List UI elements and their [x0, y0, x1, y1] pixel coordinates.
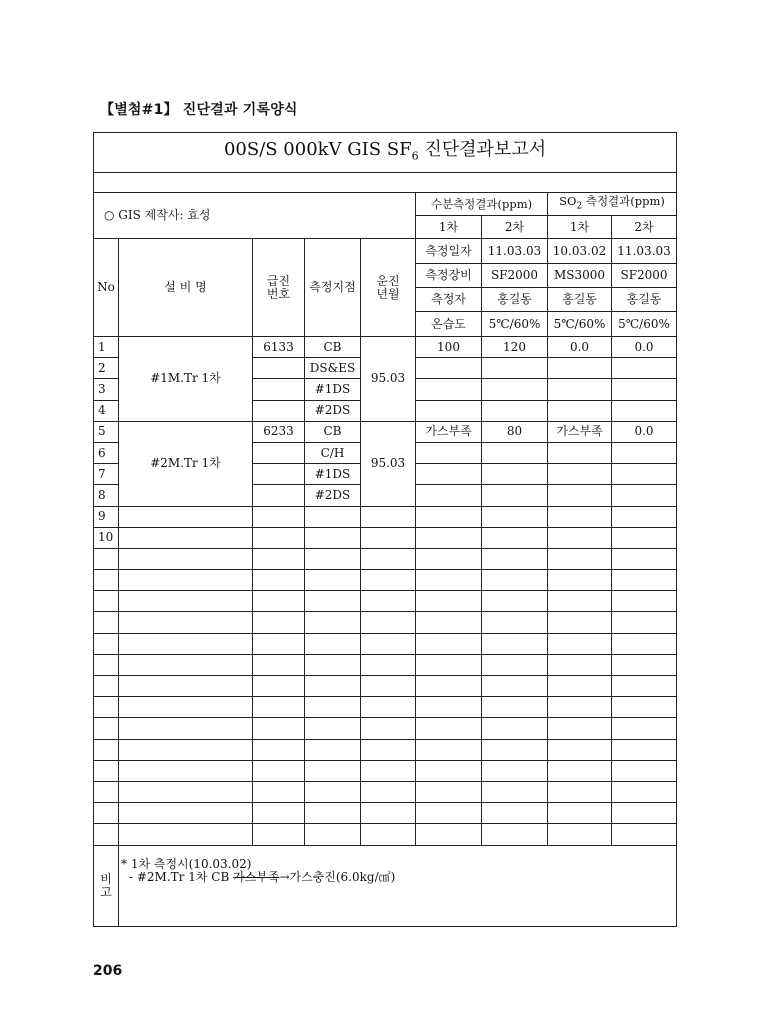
empty-cell: [612, 591, 677, 612]
empty-cell: [416, 718, 482, 739]
empty-cell: [253, 527, 305, 548]
table-row: [94, 570, 677, 591]
empty-cell: [416, 570, 482, 591]
empty-cell: [253, 824, 305, 845]
empty-cell: [548, 527, 612, 548]
row-no: [94, 548, 119, 569]
empty-cell: [416, 591, 482, 612]
row-no: [94, 633, 119, 654]
meta-label: 측정일자: [416, 239, 482, 264]
diagnosis-report-table: [93, 132, 677, 927]
table-row: [94, 548, 677, 569]
empty-cell: [482, 570, 548, 591]
empty-cell: [253, 612, 305, 633]
empty-cell: [253, 570, 305, 591]
empty-cell: [548, 548, 612, 569]
measure-point: #1DS: [305, 379, 361, 400]
empty-cell: [253, 697, 305, 718]
round-moisture-2: 2차: [482, 216, 548, 239]
empty-cell: [361, 803, 416, 824]
empty-cell: [416, 824, 482, 845]
row-no: [94, 591, 119, 612]
result-m1: 가스부족: [416, 421, 482, 442]
equipment-name: #2M.Tr 1차: [119, 421, 253, 506]
round-so2-2: 2차: [612, 216, 677, 239]
empty-cell: [482, 633, 548, 654]
empty-cell: [548, 760, 612, 781]
empty-cell: [305, 633, 361, 654]
empty-cell: [305, 570, 361, 591]
operation-date: 95.03: [361, 337, 416, 422]
row-no: 4: [94, 400, 119, 421]
empty-cell: [612, 633, 677, 654]
empty-cell: [119, 824, 253, 845]
meta-value: 홍길동: [482, 288, 548, 312]
row-no: 2: [94, 358, 119, 379]
table-row: [94, 633, 677, 654]
empty-cell: [416, 676, 482, 697]
empty-cell: [548, 612, 612, 633]
empty-cell: [416, 781, 482, 802]
table-row: [94, 421, 677, 442]
page-number: 206: [93, 963, 123, 979]
row-no: [94, 654, 119, 675]
col-header-no: No: [94, 239, 119, 337]
empty-cell: [305, 527, 361, 548]
empty-cell: [361, 781, 416, 802]
remarks-label: 비 고: [94, 845, 119, 926]
empty-cell: [612, 760, 677, 781]
empty-cell: [119, 570, 253, 591]
result-m2: 120: [482, 337, 548, 358]
result-m2: [482, 442, 548, 463]
empty-cell: [548, 824, 612, 845]
empty-cell: [119, 527, 253, 548]
empty-cell: [361, 527, 416, 548]
empty-cell: [416, 697, 482, 718]
empty-cell: [119, 506, 253, 527]
empty-cell: [119, 612, 253, 633]
empty-cell: [305, 824, 361, 845]
grade-number: [253, 442, 305, 463]
meta-value: 5℃/60%: [612, 312, 677, 337]
col-header-op-date: 운진 년월: [361, 239, 416, 337]
empty-cell: [305, 739, 361, 760]
round-moisture-1: 1차: [416, 216, 482, 239]
empty-cell: [482, 718, 548, 739]
result-m1: 100: [416, 337, 482, 358]
table-row: [94, 591, 677, 612]
operation-date: 95.03: [361, 421, 416, 506]
empty-cell: [361, 718, 416, 739]
empty-cell: [119, 803, 253, 824]
result-s1: 0.0: [548, 337, 612, 358]
grade-number: 6233: [253, 421, 305, 442]
table-row: [94, 718, 677, 739]
empty-cell: [482, 654, 548, 675]
grade-number: [253, 400, 305, 421]
empty-cell: [482, 803, 548, 824]
empty-cell: [253, 548, 305, 569]
table-row: [94, 760, 677, 781]
table-row: [94, 697, 677, 718]
report-title: 00S/S 000kV GIS $SF_6$ 진단결과보고서: [94, 133, 677, 173]
row-no: 6: [94, 442, 119, 463]
empty-cell: [305, 506, 361, 527]
table-row: [94, 654, 677, 675]
result-s2: [612, 358, 677, 379]
empty-cell: [305, 697, 361, 718]
empty-cell: [305, 676, 361, 697]
empty-cell: [482, 781, 548, 802]
empty-cell: [305, 591, 361, 612]
row-no: [94, 570, 119, 591]
empty-cell: [305, 760, 361, 781]
result-s1: [548, 464, 612, 485]
meta-value: 11.03.03: [482, 239, 548, 264]
grade-number: [253, 485, 305, 506]
measure-point: #2DS: [305, 485, 361, 506]
meta-value: 5℃/60%: [482, 312, 548, 337]
row-no: [94, 760, 119, 781]
empty-cell: [612, 654, 677, 675]
measure-point: #2DS: [305, 400, 361, 421]
empty-cell: [361, 612, 416, 633]
empty-cell: [305, 548, 361, 569]
empty-cell: [612, 548, 677, 569]
empty-cell: [548, 506, 612, 527]
result-s2: [612, 464, 677, 485]
equipment-name: #1M.Tr 1차: [119, 337, 253, 422]
meta-label: 측정자: [416, 288, 482, 312]
so2-header: $SO_2$ 측정결과(ppm): [548, 193, 677, 216]
result-s1: [548, 358, 612, 379]
row-no: [94, 824, 119, 845]
empty-cell: [612, 739, 677, 760]
empty-cell: [612, 824, 677, 845]
remarks-text: [119, 845, 677, 926]
empty-cell: [416, 527, 482, 548]
empty-cell: [416, 760, 482, 781]
empty-cell: [119, 781, 253, 802]
row-no: 9: [94, 506, 119, 527]
remark-line-1: * 1차 측정시(10.03.02): [121, 856, 252, 871]
empty-cell: [416, 612, 482, 633]
row-no: 7: [94, 464, 119, 485]
empty-cell: [119, 548, 253, 569]
result-s2: [612, 400, 677, 421]
result-m1: [416, 442, 482, 463]
meta-label: 측정장비: [416, 264, 482, 288]
table-row: [94, 803, 677, 824]
empty-cell: [253, 760, 305, 781]
result-s1: [548, 442, 612, 463]
empty-cell: [416, 803, 482, 824]
empty-cell: [482, 591, 548, 612]
row-no: [94, 612, 119, 633]
empty-cell: [482, 527, 548, 548]
meta-value: 11.03.03: [612, 239, 677, 264]
empty-cell: [548, 781, 612, 802]
empty-cell: [612, 527, 677, 548]
round-so2-1: 1차: [548, 216, 612, 239]
measure-point: C/H: [305, 442, 361, 463]
col-header-point: 측정지점: [305, 239, 361, 337]
result-s1: [548, 485, 612, 506]
measure-point: CB: [305, 337, 361, 358]
result-s2: 0.0: [612, 421, 677, 442]
empty-cell: [253, 633, 305, 654]
empty-cell: [416, 739, 482, 760]
row-no: 1: [94, 337, 119, 358]
result-s1: [548, 379, 612, 400]
empty-cell: [119, 739, 253, 760]
empty-cell: [361, 676, 416, 697]
row-no: [94, 676, 119, 697]
empty-cell: [482, 506, 548, 527]
empty-cell: [612, 803, 677, 824]
empty-cell: [416, 548, 482, 569]
remarks-row: [94, 845, 677, 926]
table-row: [94, 824, 677, 845]
empty-cell: [361, 633, 416, 654]
table-row: [94, 612, 677, 633]
empty-cell: [548, 739, 612, 760]
meta-value: 10.03.02: [548, 239, 612, 264]
empty-cell: [482, 676, 548, 697]
empty-cell: [482, 612, 548, 633]
row-no: [94, 739, 119, 760]
empty-cell: [305, 654, 361, 675]
result-s2: [612, 442, 677, 463]
meta-value: 홍길동: [548, 288, 612, 312]
result-m1: [416, 464, 482, 485]
table-row: [94, 337, 677, 358]
result-s1: 가스부족: [548, 421, 612, 442]
empty-cell: [416, 654, 482, 675]
result-s2: [612, 379, 677, 400]
result-m1: [416, 358, 482, 379]
empty-cell: [361, 824, 416, 845]
measure-point: #1DS: [305, 464, 361, 485]
col-header-equipment: 설 비 명: [119, 239, 253, 337]
result-m2: 80: [482, 421, 548, 442]
moisture-header: 수분측정결과(ppm): [416, 193, 548, 216]
table-row: [94, 527, 677, 548]
empty-cell: [548, 697, 612, 718]
remark-line-2: - #2M.Tr 1차 CB 가스부족→가스충진(6.0kg/㎠): [129, 869, 396, 884]
empty-cell: [612, 697, 677, 718]
empty-cell: [548, 676, 612, 697]
row-no: 5: [94, 421, 119, 442]
empty-cell: [482, 739, 548, 760]
empty-cell: [548, 633, 612, 654]
empty-cell: [119, 697, 253, 718]
table-row: [94, 739, 677, 760]
row-no: [94, 718, 119, 739]
empty-cell: [361, 591, 416, 612]
empty-cell: [612, 676, 677, 697]
empty-cell: [253, 739, 305, 760]
result-s1: [548, 400, 612, 421]
empty-cell: [253, 718, 305, 739]
empty-cell: [253, 676, 305, 697]
empty-cell: [548, 803, 612, 824]
grade-number: 6133: [253, 337, 305, 358]
empty-cell: [253, 591, 305, 612]
empty-cell: [548, 718, 612, 739]
empty-cell: [612, 612, 677, 633]
result-m2: [482, 464, 548, 485]
empty-cell: [416, 633, 482, 654]
meta-value: MS3000: [548, 264, 612, 288]
attachment-heading: 【별첨#1】 진단결과 기록양식: [100, 102, 298, 118]
row-no: 10: [94, 527, 119, 548]
row-no: 3: [94, 379, 119, 400]
empty-cell: [482, 697, 548, 718]
empty-cell: [361, 548, 416, 569]
empty-cell: [305, 718, 361, 739]
row-no: [94, 803, 119, 824]
empty-cell: [548, 654, 612, 675]
empty-cell: [416, 506, 482, 527]
empty-cell: [612, 718, 677, 739]
grade-number: [253, 379, 305, 400]
result-m2: [482, 485, 548, 506]
meta-value: 홍길동: [612, 288, 677, 312]
empty-cell: [482, 760, 548, 781]
empty-cell: [305, 803, 361, 824]
meta-label: 온습도: [416, 312, 482, 337]
empty-cell: [253, 781, 305, 802]
empty-cell: [119, 633, 253, 654]
measure-point: DS&ES: [305, 358, 361, 379]
empty-cell: [361, 506, 416, 527]
empty-cell: [305, 612, 361, 633]
empty-cell: [361, 697, 416, 718]
empty-cell: [482, 548, 548, 569]
result-m1: [416, 485, 482, 506]
empty-cell: [119, 676, 253, 697]
row-no: 8: [94, 485, 119, 506]
meta-value: 5℃/60%: [548, 312, 612, 337]
empty-cell: [253, 654, 305, 675]
empty-cell: [612, 781, 677, 802]
empty-cell: [482, 824, 548, 845]
grade-number: [253, 464, 305, 485]
meta-value: SF2000: [482, 264, 548, 288]
row-no: [94, 697, 119, 718]
result-m2: [482, 358, 548, 379]
manufacturer-info: ○ GIS 제작사: 효성: [94, 193, 416, 239]
empty-cell: [612, 506, 677, 527]
measure-point: CB: [305, 421, 361, 442]
empty-cell: [548, 591, 612, 612]
empty-cell: [361, 570, 416, 591]
empty-cell: [361, 760, 416, 781]
empty-cell: [548, 570, 612, 591]
empty-cell: [119, 591, 253, 612]
empty-cell: [305, 781, 361, 802]
empty-cell: [612, 570, 677, 591]
empty-cell: [361, 739, 416, 760]
grade-number: [253, 358, 305, 379]
table-row: [94, 676, 677, 697]
result-s2: [612, 485, 677, 506]
empty-cell: [253, 803, 305, 824]
meta-value: SF2000: [612, 264, 677, 288]
table-row: [94, 781, 677, 802]
empty-cell: [119, 654, 253, 675]
row-no: [94, 781, 119, 802]
empty-cell: [253, 506, 305, 527]
empty-cell: [119, 760, 253, 781]
empty-cell: [361, 654, 416, 675]
result-m1: [416, 400, 482, 421]
empty-cell: [119, 718, 253, 739]
result-m1: [416, 379, 482, 400]
result-m2: [482, 379, 548, 400]
spacer-row: [94, 173, 677, 193]
result-s2: 0.0: [612, 337, 677, 358]
table-row: [94, 506, 677, 527]
result-m2: [482, 400, 548, 421]
col-header-grade: 급진 번호: [253, 239, 305, 337]
